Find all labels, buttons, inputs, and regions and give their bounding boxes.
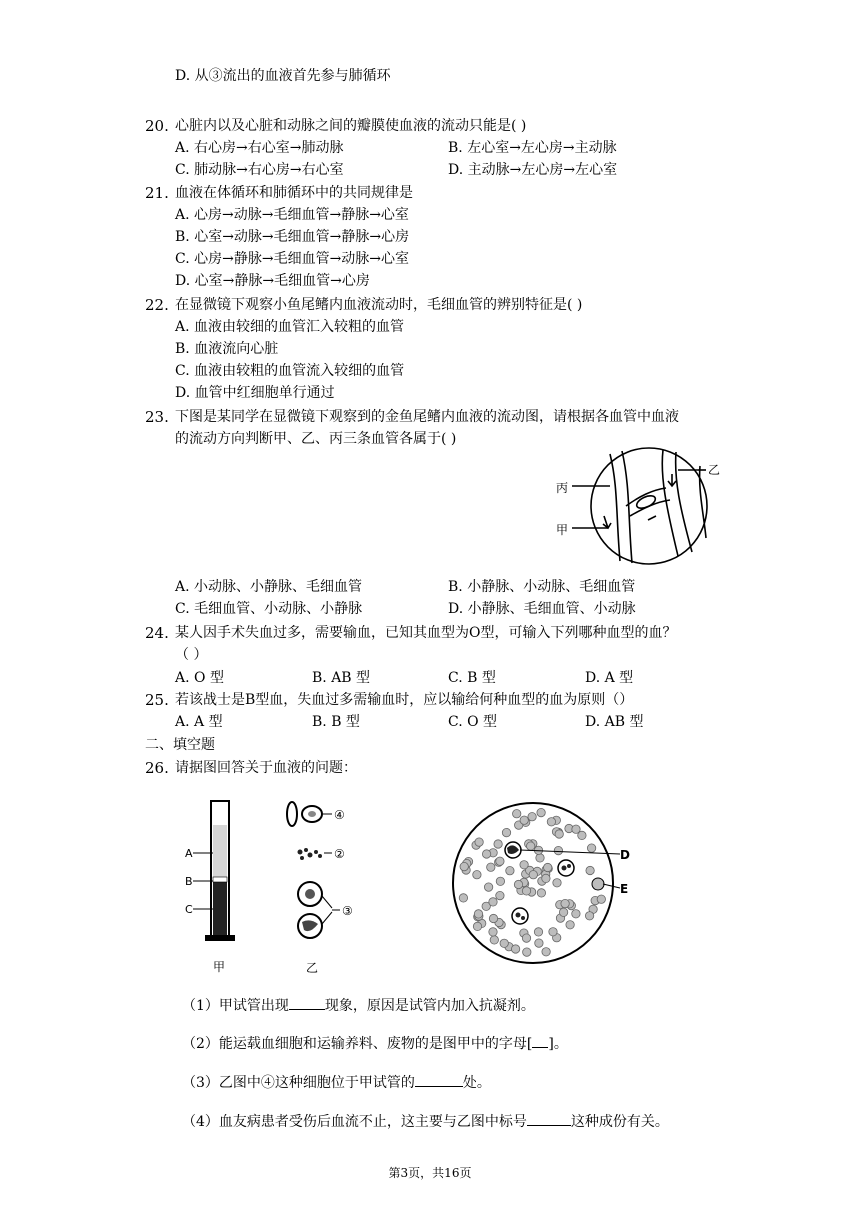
q26-sub3-text-b: 处。 <box>462 1075 491 1091</box>
q23-option-a: A. 小动脉、小静脉、毛细血管 <box>175 579 363 595</box>
q26-sub3 <box>182 1072 491 1093</box>
q26-sub1 <box>182 995 535 1016</box>
q22-number: 22. <box>145 296 169 314</box>
q20-option-a: A. 右心房→右心室→肺动脉 <box>175 140 344 156</box>
red-blood-cell <box>537 889 545 897</box>
red-blood-cell <box>489 914 497 922</box>
q26-sub4-blank[interactable] <box>527 1111 571 1126</box>
q20-number: 20. <box>145 117 169 135</box>
q23-stem-line2: 的流动方向判断甲、乙、丙三条血管各属于( ) <box>175 431 457 447</box>
red-blood-cell <box>520 861 528 869</box>
q24-paren: （ ） <box>175 647 208 663</box>
red-blood-cell <box>547 818 555 826</box>
red-blood-cell <box>496 877 504 885</box>
red-blood-cell <box>489 898 497 906</box>
q25-option-c: C. O 型 <box>448 714 498 730</box>
q26-stem: 请据图回答关于血液的问题： <box>175 760 357 776</box>
red-blood-cell <box>459 894 467 902</box>
fig-yi-label-2: ② <box>334 847 345 861</box>
red-blood-cell <box>487 863 495 871</box>
red-blood-cell <box>559 908 567 916</box>
red-blood-cell <box>587 844 595 852</box>
q24-stem: 某人因手术失血过多，需要输血，已知其血型为O型，可输入下列哪种血型的血？ <box>175 625 677 641</box>
q22-option-d: D. 血管中红细胞单行通过 <box>175 385 335 401</box>
q20-option-d: D. 主动脉→左心房→左心室 <box>448 162 618 178</box>
q20-option-c: C. 肺动脉→右心房→右心室 <box>175 162 344 178</box>
q25-option-a: A. A 型 <box>175 714 223 730</box>
page-footer: 第3页，共16页 <box>388 1166 472 1180</box>
q26-sub4 <box>182 1111 669 1132</box>
q22-stem: 在显微镜下观察小鱼尾鳍内血液流动时，毛细血管的辨别特征是( ) <box>175 297 583 313</box>
q26-sub3-text-a: （3）乙图中④这种细胞位于甲试管的 <box>182 1075 415 1091</box>
test-tube-figure-jia <box>185 795 255 975</box>
fish-tail-blood-flow-figure <box>548 446 726 566</box>
red-blood-cell <box>542 874 550 882</box>
red-blood-cell <box>555 830 563 838</box>
q22-option-b: B. 血液流向心脏 <box>175 341 279 357</box>
q23-fig-label-bing: 丙 <box>556 481 569 495</box>
red-blood-cell <box>514 880 522 888</box>
q20-option-b: B. 左心室→左心房→主动脉 <box>448 140 617 156</box>
red-blood-cell <box>522 887 530 895</box>
red-blood-cell <box>527 842 535 850</box>
red-blood-cell <box>500 939 508 947</box>
q23-option-b: B. 小静脉、小动脉、毛细血管 <box>448 579 636 595</box>
red-blood-cell <box>473 922 481 930</box>
fig-circle-label-d: D <box>620 848 630 862</box>
fig-yi-label-4: ④ <box>334 808 345 822</box>
red-blood-cell <box>586 866 594 874</box>
q21-stem: 血液在体循环和肺循环中的共同规律是 <box>175 185 413 201</box>
red-blood-cell <box>496 857 504 865</box>
red-blood-cell <box>520 816 528 824</box>
fig-yi-label-3: ③ <box>342 904 353 918</box>
q20-stem: 心脏内以及心脏和动脉之间的瓣膜使血液的流动只能是( ) <box>175 118 527 134</box>
red-blood-cell <box>506 867 514 875</box>
q24-option-c: C. B 型 <box>448 670 496 686</box>
q25-option-d: D. AB 型 <box>585 714 644 730</box>
red-blood-cell <box>502 828 510 836</box>
red-blood-cell <box>511 945 519 953</box>
q21-option-a: A. 心房→动脉→毛细血管→静脉→心室 <box>175 207 409 223</box>
q26-sub1-text-b: 现象，原因是试管内加入抗凝剂。 <box>324 998 535 1014</box>
q26-sub4-text-a: （4）血友病患者受伤后血流不止，这主要与乙图中标号 <box>182 1114 527 1130</box>
red-blood-cell <box>474 910 482 918</box>
q26-number: 26. <box>145 759 169 777</box>
red-blood-cell <box>475 838 483 846</box>
q23-fig-label-jia: 甲 <box>556 523 569 537</box>
red-blood-cell <box>549 928 557 936</box>
q26-sub2-blank[interactable] <box>532 1033 548 1048</box>
q25-stem: 若该战士是B型血，失血过多需输血时，应以输给何种血型的血为原则（） <box>175 692 634 708</box>
red-blood-cell <box>534 928 542 936</box>
q26-sub2-text-b: ]。 <box>548 1036 568 1052</box>
q26-sub2 <box>182 1033 568 1054</box>
red-blood-cell <box>553 879 561 887</box>
red-blood-cell <box>566 921 574 929</box>
red-blood-cell <box>460 862 468 870</box>
red-blood-cell <box>544 863 552 871</box>
q21-option-d: D. 心室→静脉→毛细血管→心房 <box>175 273 370 289</box>
red-blood-cell <box>484 883 492 891</box>
red-blood-cell <box>561 899 569 907</box>
red-blood-cell <box>522 934 530 942</box>
q26-sub3-blank[interactable] <box>415 1072 463 1087</box>
q23-option-c: C. 毛细血管、小动脉、小静脉 <box>175 601 363 617</box>
red-blood-cell <box>528 813 536 821</box>
red-blood-cell <box>572 910 580 918</box>
fig-jia-label-a: A <box>185 847 193 860</box>
q23-fig-label-yi: 乙 <box>708 463 721 477</box>
red-blood-cell <box>513 810 521 818</box>
fig-yi-caption: 乙 <box>306 961 319 975</box>
blood-cells-figure-yi <box>282 800 362 975</box>
q21-number: 21. <box>145 184 169 202</box>
q23-number: 23. <box>145 408 169 426</box>
red-blood-cell <box>554 846 562 854</box>
q22-option-a: A. 血液由较细的血管汇入较粗的血管 <box>175 319 405 335</box>
red-blood-cell <box>597 895 605 903</box>
red-blood-cell <box>496 891 504 899</box>
q22-option-c: C. 血液由较粗的血管流入较细的血管 <box>175 363 405 379</box>
red-blood-cell <box>523 948 531 956</box>
fig-jia-caption: 甲 <box>213 960 226 974</box>
red-blood-cell <box>578 831 586 839</box>
q21-option-b: B. 心室→动脉→毛细血管→静脉→心房 <box>175 229 410 245</box>
red-blood-cell <box>482 850 490 858</box>
fig-jia-label-b: B <box>185 875 193 888</box>
q25-number: 25. <box>145 691 169 709</box>
q24-option-d: D. A 型 <box>585 670 634 686</box>
red-blood-cell <box>529 871 537 879</box>
q25-option-b: B. B 型 <box>312 714 360 730</box>
red-blood-cell <box>542 948 550 956</box>
red-blood-cell <box>489 928 497 936</box>
q24-option-a: A. O 型 <box>175 670 224 686</box>
red-blood-cell <box>473 871 481 879</box>
q23-stem-line1: 下图是某同学在显微镜下观察到的金鱼尾鳍内血液的流动图，请根据各血管中血液 <box>175 409 679 425</box>
q26-sub2-text-a: （2）能运载血细胞和运输养料、废物的是图甲中的字母[ <box>182 1036 533 1052</box>
red-blood-cell <box>537 808 545 816</box>
q26-sub1-blank[interactable] <box>289 995 325 1010</box>
q26-sub1-text-a: （1）甲试管出现 <box>182 998 289 1014</box>
q24-option-b: B. AB 型 <box>312 670 371 686</box>
blood-smear-microscope-figure <box>448 798 638 968</box>
fig-jia-label-c: C <box>185 903 193 916</box>
red-blood-cell <box>494 840 502 848</box>
red-blood-cell <box>585 912 593 920</box>
q23-option-d: D. 小静脉、毛细血管、小动脉 <box>448 601 636 617</box>
red-blood-cell <box>536 854 544 862</box>
fig-circle-label-e: E <box>620 882 629 896</box>
red-blood-cell <box>535 939 543 947</box>
red-blood-cell <box>490 936 498 944</box>
q21-option-c: C. 心房→静脉→毛细血管→动脉→心室 <box>175 251 410 267</box>
q26-sub4-text-b: 这种成份有关。 <box>570 1114 669 1130</box>
q24-number: 24. <box>145 624 169 642</box>
q19-option-d: D. 从③流出的血液首先参与肺循环 <box>175 68 391 84</box>
section-heading-fill-in: 二、填空题 <box>145 737 215 753</box>
